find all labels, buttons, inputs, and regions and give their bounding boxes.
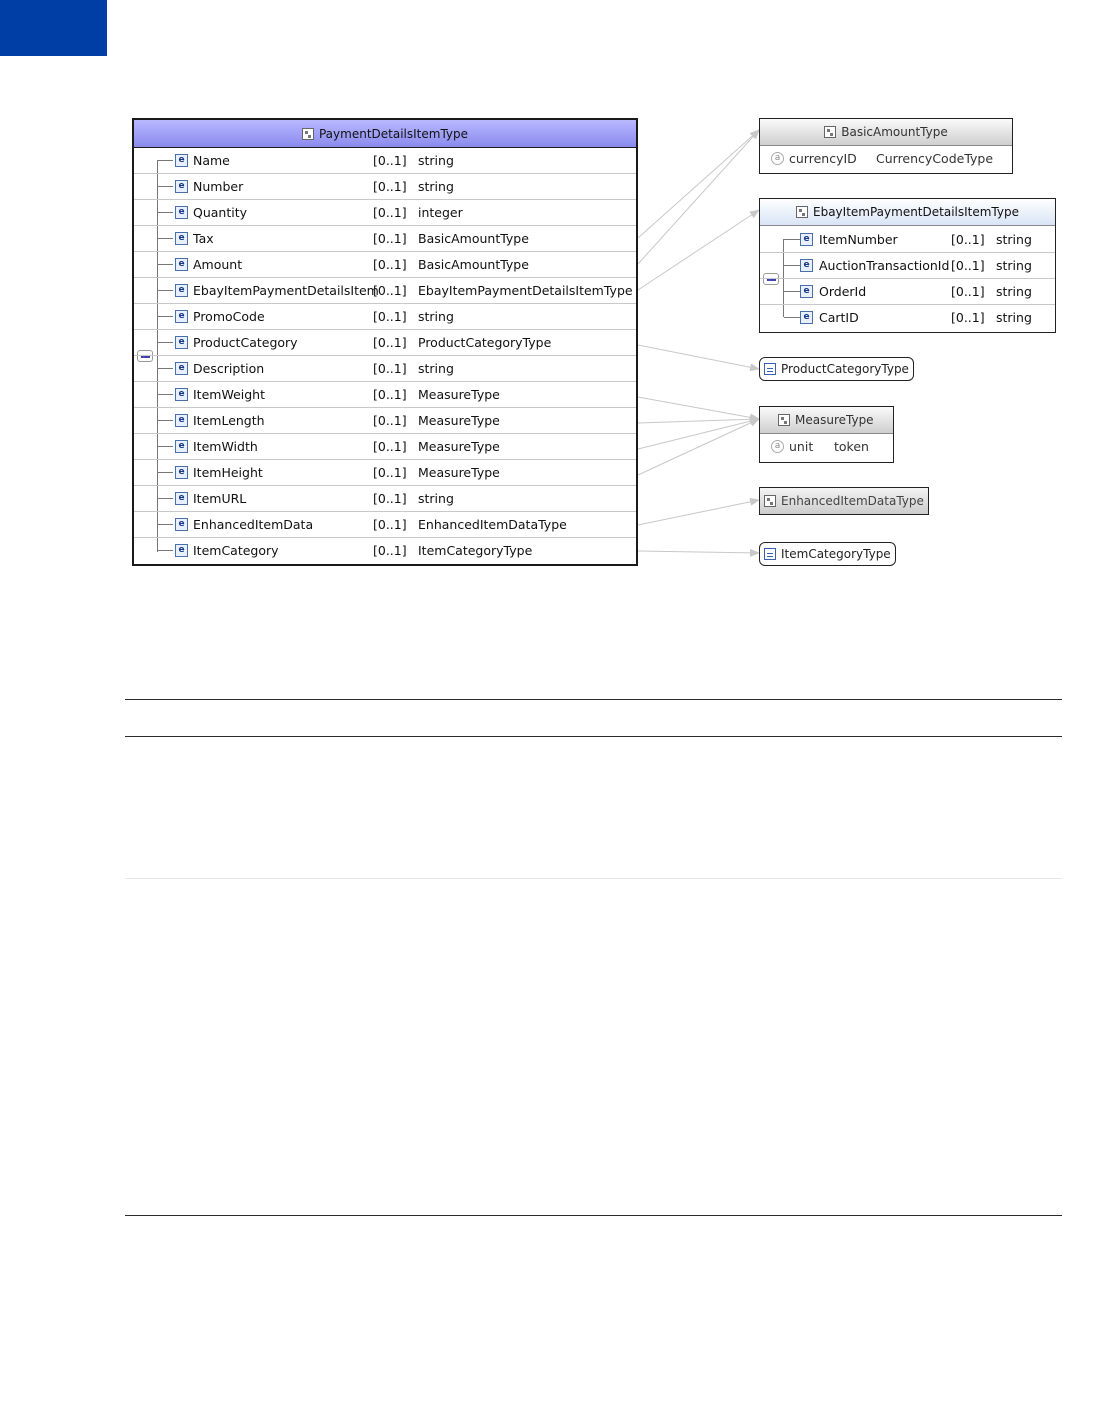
element-row <box>134 200 636 226</box>
ebay-item-type-header <box>760 199 1055 226</box>
element-type: integer <box>418 205 463 220</box>
element-name: ItemHeight <box>193 465 263 480</box>
element-row <box>134 304 636 330</box>
element-cardinality: [0..1] <box>373 335 407 350</box>
basic-amount-type-header <box>760 119 1012 146</box>
item-category-type-title: ItemCategoryType <box>781 547 891 561</box>
element-cardinality: [0..1] <box>951 232 985 247</box>
element-name: ItemWidth <box>193 439 258 454</box>
element-row <box>134 330 636 356</box>
element-cardinality: [0..1] <box>951 258 985 273</box>
element-row <box>760 279 1055 305</box>
element-icon: e <box>175 414 188 427</box>
sequence-icon: ▪▪▪ <box>137 350 153 362</box>
element-name: Name <box>193 153 230 168</box>
element-type: MeasureType <box>418 413 500 428</box>
element-icon: e <box>175 310 188 323</box>
element-cardinality: [0..1] <box>373 413 407 428</box>
element-name: PromoCode <box>193 309 265 324</box>
element-type: string <box>996 232 1032 247</box>
complex-type-icon <box>796 206 808 218</box>
element-cardinality: [0..1] <box>373 283 407 298</box>
element-name: Amount <box>193 257 243 272</box>
connector-item-height <box>638 419 759 475</box>
element-icon: e <box>175 440 188 453</box>
complex-type-icon <box>778 414 790 426</box>
element-icon: e <box>175 180 188 193</box>
enhanced-item-data-type-box <box>759 487 929 515</box>
complex-type-icon <box>302 128 314 140</box>
schema-diagram <box>0 0 1116 600</box>
element-icon: e <box>175 388 188 401</box>
element-icon: e <box>175 258 188 271</box>
element-type: MeasureType <box>418 465 500 480</box>
main-title: PaymentDetailsItemType <box>318 126 468 141</box>
element-icon: e <box>175 232 188 245</box>
element-type: EnhancedItemDataType <box>418 517 567 532</box>
measure-type-title: MeasureType <box>795 413 874 427</box>
attribute-name: unit <box>789 439 814 454</box>
element-row <box>134 538 636 564</box>
element-type: MeasureType <box>418 387 500 402</box>
element-type: BasicAmountType <box>418 231 529 246</box>
element-cardinality: [0..1] <box>373 257 407 272</box>
element-row <box>134 382 636 408</box>
connector-item-category <box>638 551 759 553</box>
ebay-item-type-title: EbayItemPaymentDetailsItemType <box>813 205 1019 219</box>
element-icon: e <box>800 259 813 272</box>
element-type: BasicAmountType <box>418 257 529 272</box>
element-name: EnhancedItemData <box>193 517 314 532</box>
element-icon: e <box>800 311 813 324</box>
element-row <box>134 174 636 200</box>
element-row <box>134 434 636 460</box>
connector-amount <box>638 130 759 264</box>
element-name: EbayItemPaymentDetailsItem <box>193 283 379 298</box>
element-name: ItemURL <box>193 491 247 506</box>
element-cardinality: [0..1] <box>373 387 407 402</box>
basic-amount-type-title: BasicAmountType <box>841 125 948 139</box>
connector-enhanced-item-data <box>638 500 759 525</box>
enhanced-item-data-type-title: EnhancedItemDataType <box>781 494 924 508</box>
element-type: string <box>418 153 454 168</box>
element-name: CartID <box>819 310 859 325</box>
element-cardinality: [0..1] <box>373 179 407 194</box>
element-row <box>134 356 636 382</box>
attribute-icon: a <box>771 440 784 453</box>
element-icon: e <box>175 544 188 557</box>
element-name: ItemWeight <box>193 387 266 402</box>
table-bottom-rule <box>125 1215 1062 1216</box>
element-row <box>134 512 636 538</box>
connector-tax <box>638 130 759 238</box>
element-row <box>760 227 1055 253</box>
element-cardinality: [0..1] <box>373 309 407 324</box>
element-name: ItemNumber <box>819 232 898 247</box>
ebay-item-payment-details-item-type-box <box>759 198 1056 333</box>
element-cardinality: [0..1] <box>373 465 407 480</box>
attribute-row <box>760 434 893 460</box>
element-type: string <box>418 309 454 324</box>
table-top-rule <box>125 699 1062 700</box>
element-type: EbayItemPaymentDetailsItemType <box>418 283 633 298</box>
sequence-icon: ▪▪▪ <box>763 273 779 285</box>
element-row <box>134 148 636 174</box>
table-row-divider <box>125 878 1062 879</box>
measure-type-header <box>760 407 893 434</box>
product-category-type-box <box>759 357 914 381</box>
element-icon: e <box>175 492 188 505</box>
element-row <box>134 486 636 512</box>
element-name: ItemCategory <box>193 543 279 558</box>
element-name: Number <box>193 179 244 194</box>
element-cardinality: [0..1] <box>951 284 985 299</box>
element-name: ProductCategory <box>193 335 298 350</box>
connector-ebay-item <box>638 210 759 290</box>
element-type: string <box>418 179 454 194</box>
attribute-type: token <box>834 439 869 454</box>
element-type: string <box>996 310 1032 325</box>
element-name: OrderId <box>819 284 867 299</box>
element-type: ItemCategoryType <box>418 543 533 558</box>
element-icon: e <box>175 206 188 219</box>
element-type: string <box>418 491 454 506</box>
element-name: Description <box>193 361 265 376</box>
main-header <box>134 120 636 148</box>
element-cardinality: [0..1] <box>373 491 407 506</box>
element-name: Tax <box>193 231 214 246</box>
complex-type-icon <box>764 495 776 507</box>
element-icon: e <box>800 285 813 298</box>
element-cardinality: [0..1] <box>373 361 407 376</box>
element-row <box>134 408 636 434</box>
element-type: string <box>996 284 1032 299</box>
element-icon: e <box>175 154 188 167</box>
element-cardinality: [0..1] <box>373 439 407 454</box>
element-icon: e <box>175 466 188 479</box>
element-cardinality: [0..1] <box>373 205 407 220</box>
element-type: MeasureType <box>418 439 500 454</box>
element-row <box>134 226 636 252</box>
element-icon: e <box>175 518 188 531</box>
element-name: ItemLength <box>193 413 265 428</box>
element-icon: e <box>175 336 188 349</box>
element-type: ProductCategoryType <box>418 335 552 350</box>
element-icon: e <box>175 362 188 375</box>
element-row <box>760 253 1055 279</box>
element-icon: e <box>800 233 813 246</box>
attribute-row <box>760 146 1012 172</box>
element-cardinality: [0..1] <box>373 153 407 168</box>
attribute-name: currencyID <box>789 151 857 166</box>
table-header-rule <box>125 736 1062 737</box>
basic-amount-type-box <box>759 118 1013 174</box>
complex-type-icon <box>824 126 836 138</box>
element-row <box>134 252 636 278</box>
product-category-type-title: ProductCategoryType <box>781 362 909 376</box>
attribute-type: CurrencyCodeType <box>876 151 994 166</box>
element-row <box>760 305 1055 331</box>
element-name: Quantity <box>193 205 248 220</box>
attribute-icon: a <box>771 152 784 165</box>
simple-type-icon <box>764 548 776 560</box>
item-category-type-box <box>759 542 896 566</box>
element-type: string <box>418 361 454 376</box>
measure-type-box <box>759 406 894 463</box>
connector-item-length <box>638 419 759 423</box>
element-name: AuctionTransactionId <box>819 258 950 273</box>
element-icon: e <box>175 284 188 297</box>
connector-item-width <box>638 419 759 449</box>
simple-type-icon <box>764 363 776 375</box>
element-cardinality: [0..1] <box>373 543 407 558</box>
element-row <box>134 460 636 486</box>
element-type: string <box>996 258 1032 273</box>
payment-details-item-type-box <box>132 118 638 566</box>
element-cardinality: [0..1] <box>373 517 407 532</box>
element-row <box>134 278 636 304</box>
element-cardinality: [0..1] <box>373 231 407 246</box>
connector-product-category <box>638 345 759 369</box>
element-cardinality: [0..1] <box>951 310 985 325</box>
connector-item-weight <box>638 397 759 419</box>
